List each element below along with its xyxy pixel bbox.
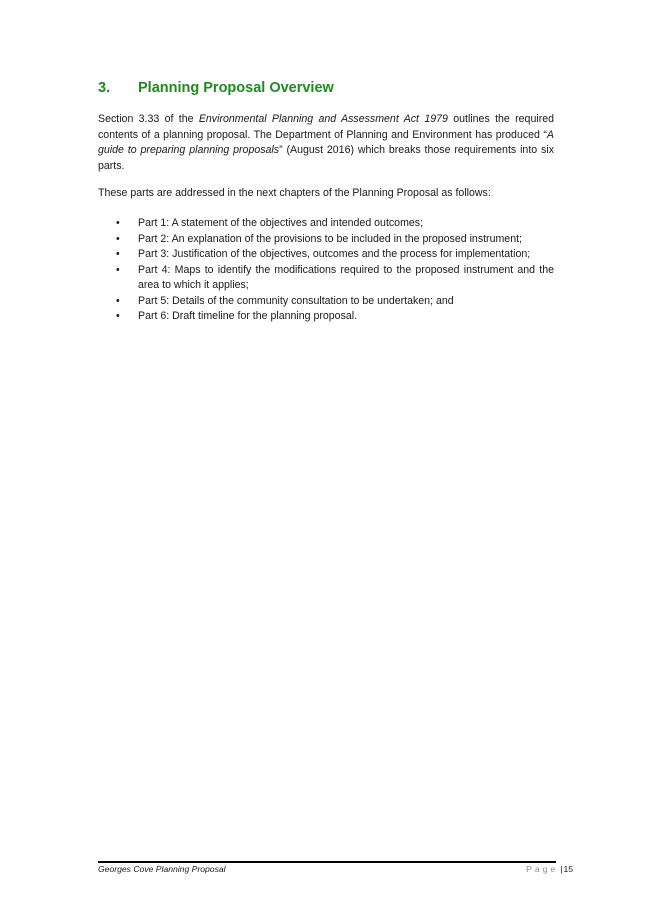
bullet-icon: • (116, 310, 120, 322)
bullet-icon: • (116, 232, 120, 245)
parts-intro-paragraph: These parts are addressed in the next chapters of the Planning Proposal as follows: (98, 187, 491, 199)
section-heading (98, 80, 334, 96)
page-separator: | (560, 864, 563, 874)
intro-tail-text: ” (August 2016) which breaks those requirements into six parts. (98, 144, 554, 172)
section-title: Planning Proposal Overview (138, 80, 334, 96)
footer-document-title: Georges Cove Planning Proposal (98, 864, 226, 874)
list-item (116, 263, 554, 294)
list-item-text: Part 4: Maps to identify the modifications required to the proposed instrument and the area to which it applies; (138, 263, 554, 291)
parts-list (116, 216, 554, 325)
list-item (116, 294, 554, 310)
section-number: 3. (98, 80, 111, 96)
page-number: 15 (563, 864, 573, 874)
list-item-text: Part 5: Details of the community consultation to be undertaken; and (138, 294, 454, 307)
footer-page-number (526, 864, 573, 874)
list-item (116, 232, 554, 248)
intro-middle-text: outlines the required contents of a planning proposal. The Department of Planning and Environment has produced “ (98, 113, 555, 141)
list-item (116, 247, 554, 263)
bullet-icon: • (116, 263, 120, 276)
page-label: Page (526, 864, 559, 874)
intro-paragraph (98, 112, 554, 174)
bullet-icon: • (116, 248, 120, 260)
list-item-text: Part 1: A statement of the objectives and intended outcomes; (138, 217, 424, 229)
footer-divider (98, 861, 556, 863)
list-item (116, 309, 554, 325)
guide-title: A guide to preparing planning proposals (98, 128, 554, 156)
bullet-icon: • (116, 294, 120, 307)
list-item-text: Part 6: Draft timeline for the planning proposal. (138, 310, 358, 322)
act-title: Environmental Planning and Assessment Act 1979 (198, 113, 448, 125)
list-item (116, 216, 554, 232)
bullet-icon: • (116, 217, 120, 229)
list-item-text: Part 3: Justification of the objectives, outcomes and the process for implementation; (138, 248, 531, 260)
intro-lead-text: Section 3.33 of the (98, 113, 199, 125)
list-item-text: Part 2: An explanation of the provisions to be included in the proposed instrument; (138, 232, 522, 245)
